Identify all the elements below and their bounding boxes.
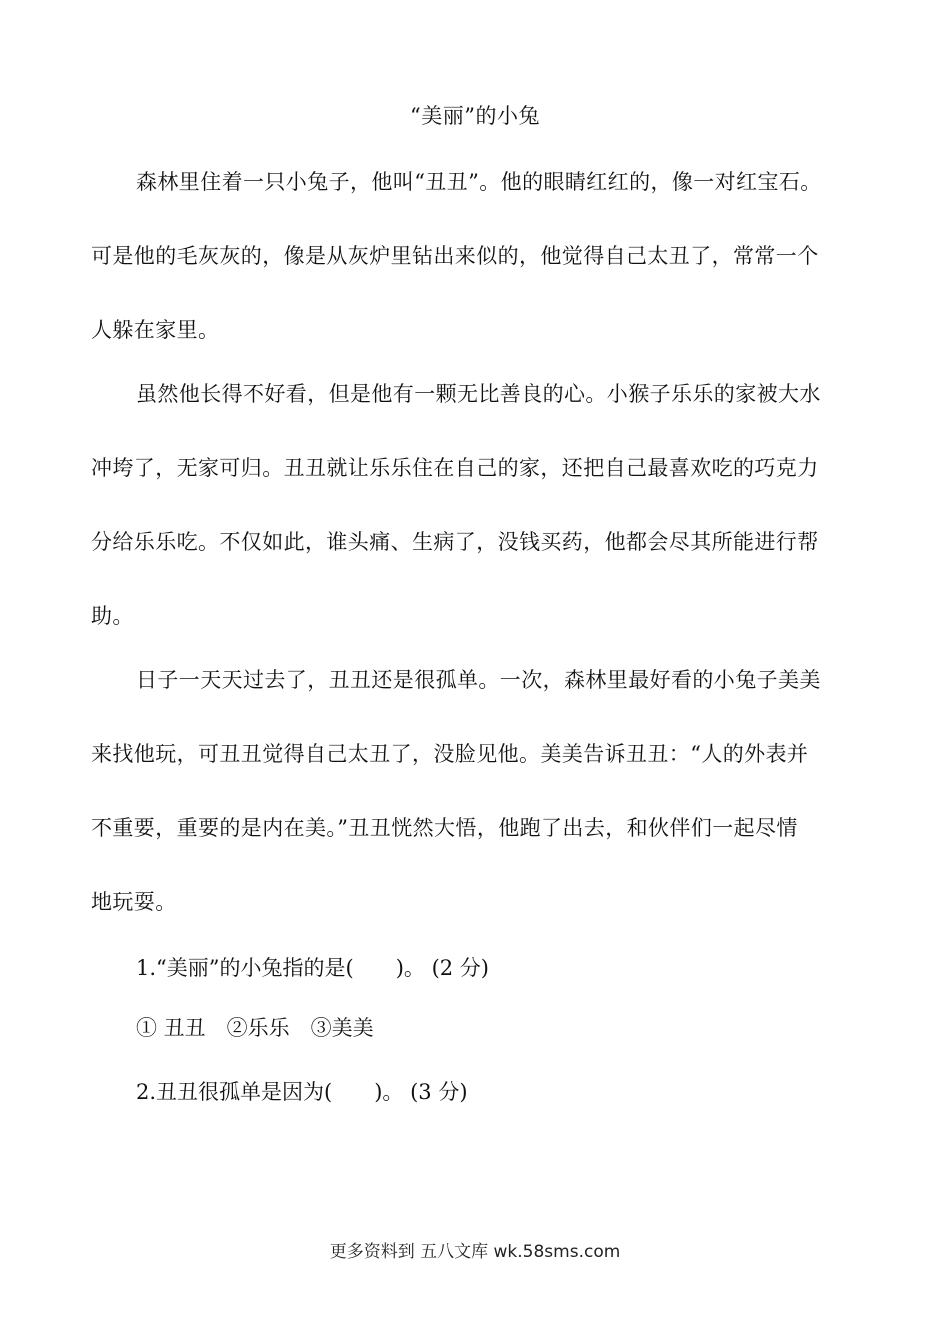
paragraph-2-line-4: 助。	[91, 604, 134, 628]
question-1: 1.“美丽”的小兔指的是( )。 (2 分)	[136, 956, 489, 980]
paragraph-1-line-1: 森林里住着一只小兔子，他叫“丑丑”。他的眼睛红红的，像一对红宝石。	[136, 170, 822, 194]
paragraph-2-line-1: 虽然他长得不好看，但是他有一颗无比善良的心。小猴子乐乐的家被大水	[136, 382, 821, 406]
paragraph-3-line-2: 来找他玩，可丑丑觉得自己太丑了，没脸见他。美美告诉丑丑：“人的外表并	[91, 742, 809, 766]
question-2: 2.丑丑很孤单是因为( )。 (3 分)	[136, 1080, 468, 1104]
story-title: “美丽”的小兔	[410, 104, 540, 128]
paragraph-2-line-2: 冲垮了，无家可归。丑丑就让乐乐住在自己的家，还把自己最喜欢吃的巧克力	[91, 456, 819, 480]
paragraph-1-line-3: 人躲在家里。	[91, 318, 220, 342]
paragraph-3-line-3: 不重要，重要的是内在美。”丑丑恍然大悟，他跑了出去，和伙伴们一起尽情	[91, 816, 798, 840]
footer-source: 更多资料到 五八文库 wk.58sms.com	[329, 1242, 621, 1262]
paragraph-1-line-2: 可是他的毛灰灰的，像是从灰炉里钻出来似的，他觉得自己太丑了，常常一个	[91, 244, 819, 268]
paragraph-3-line-4: 地玩耍。	[91, 890, 177, 914]
paragraph-3-line-1: 日子一天天过去了，丑丑还是很孤单。一次，森林里最好看的小兔子美美	[136, 668, 821, 692]
paragraph-2-line-3: 分给乐乐吃。不仅如此，谁头痛、生病了，没钱买药，他都会尽其所能进行帮	[91, 530, 819, 554]
question-1-options: ① 丑丑 ②乐乐 ③美美	[136, 1016, 374, 1040]
